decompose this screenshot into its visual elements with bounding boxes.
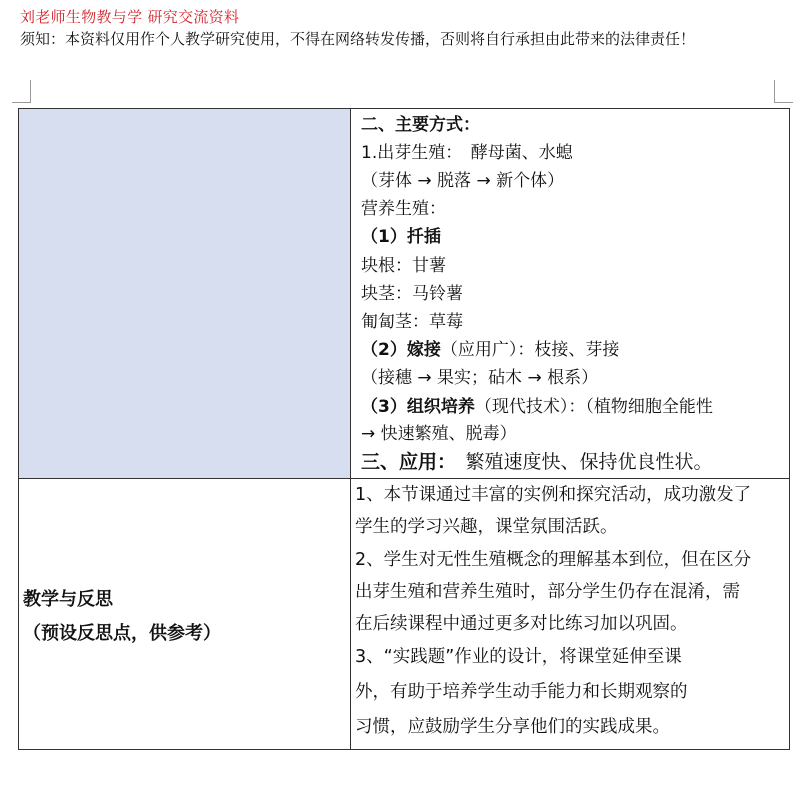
tuberous-root-line: 块根：甘薯 — [361, 256, 446, 276]
application-line — [361, 452, 713, 472]
page-corner-mark-left — [12, 80, 31, 103]
table-row-methods — [19, 109, 789, 479]
grafting-detail: （应用广）：枝接、芽接 — [440, 340, 620, 360]
reflection-label-cell — [19, 479, 351, 749]
tissue-culture-line — [361, 397, 713, 417]
application-detail: 繁殖速度快、保持优良性状。 — [446, 451, 713, 473]
header-title: 刘老师生物教与学 研究交流资料 — [20, 8, 240, 26]
tuber-stem-line: 块茎：马铃薯 — [361, 284, 463, 304]
reflection-line: 在后续课程中通过更多对比练习加以巩固。 — [355, 614, 688, 634]
reflection-line: 2、学生对无性生殖概念的理解基本到位，但在区分 — [355, 550, 752, 570]
vegetative-reproduction-line: 营养生殖： — [361, 199, 446, 219]
header-notice: 须知：本资料仅用作个人教学研究使用，不得在网络转发传播，否则将自行承担由此带来的法律责任！ — [20, 30, 696, 48]
tissue-culture-heading: （3）组织培养 — [361, 397, 475, 417]
reflection-subtitle: （预设反思点，供参考） — [23, 623, 221, 644]
table-row-reflection — [19, 479, 789, 749]
cutting-heading: （1）扦插 — [361, 227, 441, 247]
reflection-line: 3、“实践题”作业的设计，将课堂延伸至课 — [355, 647, 682, 667]
tissue-culture-continuation: → 快速繁殖、脱毒） — [361, 424, 517, 444]
methods-cell — [351, 109, 789, 478]
reflection-line: 学生的学习兴趣，课堂氛围活跃。 — [355, 517, 618, 537]
scion-rootstock-line: （接穗 → 果实；砧木 → 根系） — [361, 368, 599, 388]
reflection-content-cell — [351, 479, 789, 749]
grafting-heading: （2）嫁接 — [361, 340, 441, 360]
section-title-main-methods: 二、主要方式： — [361, 115, 480, 135]
grafting-line — [361, 340, 619, 360]
budding-process-line: （芽体 → 脱落 → 新个体） — [361, 171, 565, 191]
page-corner-mark-right — [774, 80, 793, 103]
left-cell-empty — [19, 109, 351, 478]
reflection-line: 1、本节课通过丰富的实例和探究活动，成功激发了 — [355, 485, 752, 505]
section-title-application: 三、应用： — [361, 451, 447, 473]
tissue-culture-detail: （现代技术）：（植物细胞全能性 — [474, 397, 713, 417]
lesson-table — [18, 108, 790, 750]
reflection-title: 教学与反思 — [23, 589, 113, 610]
reflection-line: 外，有助于培养学生动手能力和长期观察的 — [355, 682, 688, 702]
budding-line: 1.出芽生殖： 酵母菌、水螅 — [361, 143, 573, 163]
reflection-line: 习惯，应鼓励学生分享他们的实践成果。 — [355, 717, 670, 737]
runner-stem-line: 匍匐茎：草莓 — [361, 312, 463, 332]
reflection-line: 出芽生殖和营养生殖时，部分学生仍存在混淆，需 — [355, 582, 740, 602]
